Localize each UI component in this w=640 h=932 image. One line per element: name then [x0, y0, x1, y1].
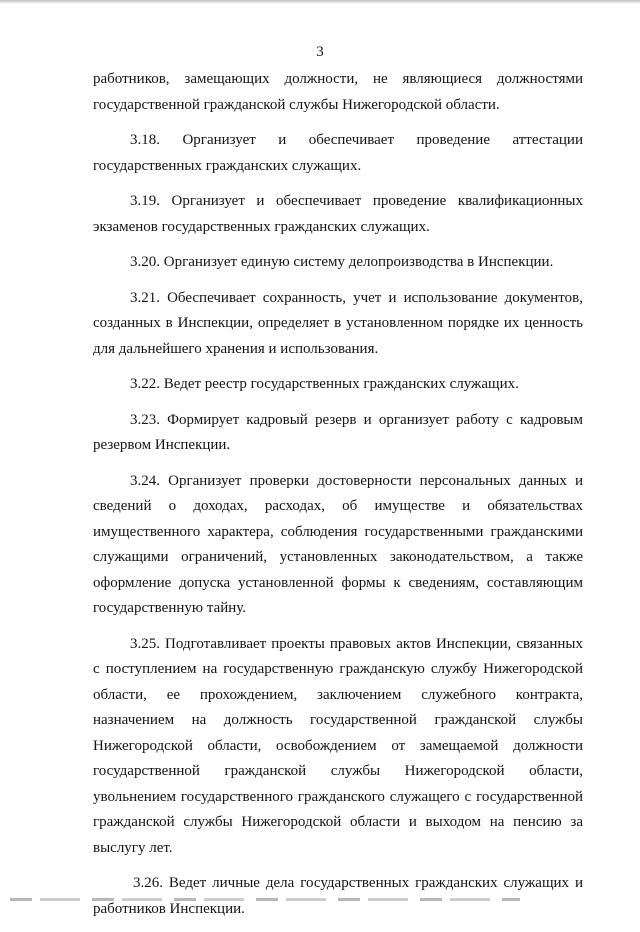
paragraph-3-25: 3.25. Подготавливает проекты правовых актов Инспекции, связанных с поступлением на государственную гражданскую службу Нижегородской области, ее прохождением, заключением служебного контракта, назначением на должность государственной гражданской службы Нижегородской области, освобождением от замещаемой должности государственной гражданской службы Нижегородской области, увольнением государственного гражданского служащего с государственной гражданской службы Нижегородской области и выходом на пенсию за выслугу лет.: [93, 635, 583, 856]
scan-top-edge: [0, 0, 640, 4]
paragraph-3-22: 3.22. Ведет реестр государственных гражданских служащих.: [130, 376, 519, 392]
page-number: 3: [316, 44, 324, 60]
paragraph-3-18: 3.18. Организует и обеспечивает проведение аттестации государственных гражданских служащих.: [93, 132, 583, 174]
paragraph-3-26: 3.26. Ведет личные дела государственных гражданских служащих и работников Инспекции.: [93, 875, 583, 917]
paragraph-3-21: 3.21. Обеспечивает сохранность, учет и использование документов, созданных в Инспекции, определяет в установленном порядке их ценность для дальнейшего хранения и использования.: [93, 289, 583, 357]
paragraph-3-19: 3.19. Организует и обеспечивает проведение квалификационных экзаменов государственных гражданских служащих.: [93, 193, 583, 235]
paragraph-3-24: 3.24. Организует проверки достоверности персональных данных и сведений о доходах, расходах, об имуществе и обязательствах имущественного характера, соблюдения государственными гражданскими служащими ограничений, установленных законодательством, а также оформление допуска установленной формы к сведениям, составляющим государственную тайну.: [93, 472, 583, 616]
paragraph-continuation: работников, замещающих должности, не являющиеся должностями государственной гражданской службы Нижегородской области.: [93, 71, 583, 113]
paragraph-3-20: 3.20. Организует единую систему делопроизводства в Инспекции.: [130, 254, 554, 270]
document-body: [93, 67, 583, 932]
paragraph-3-23: 3.23. Формирует кадровый резерв и организует работу с кадровым резервом Инспекции.: [93, 411, 583, 453]
scan-bottom-edge: [10, 898, 520, 901]
